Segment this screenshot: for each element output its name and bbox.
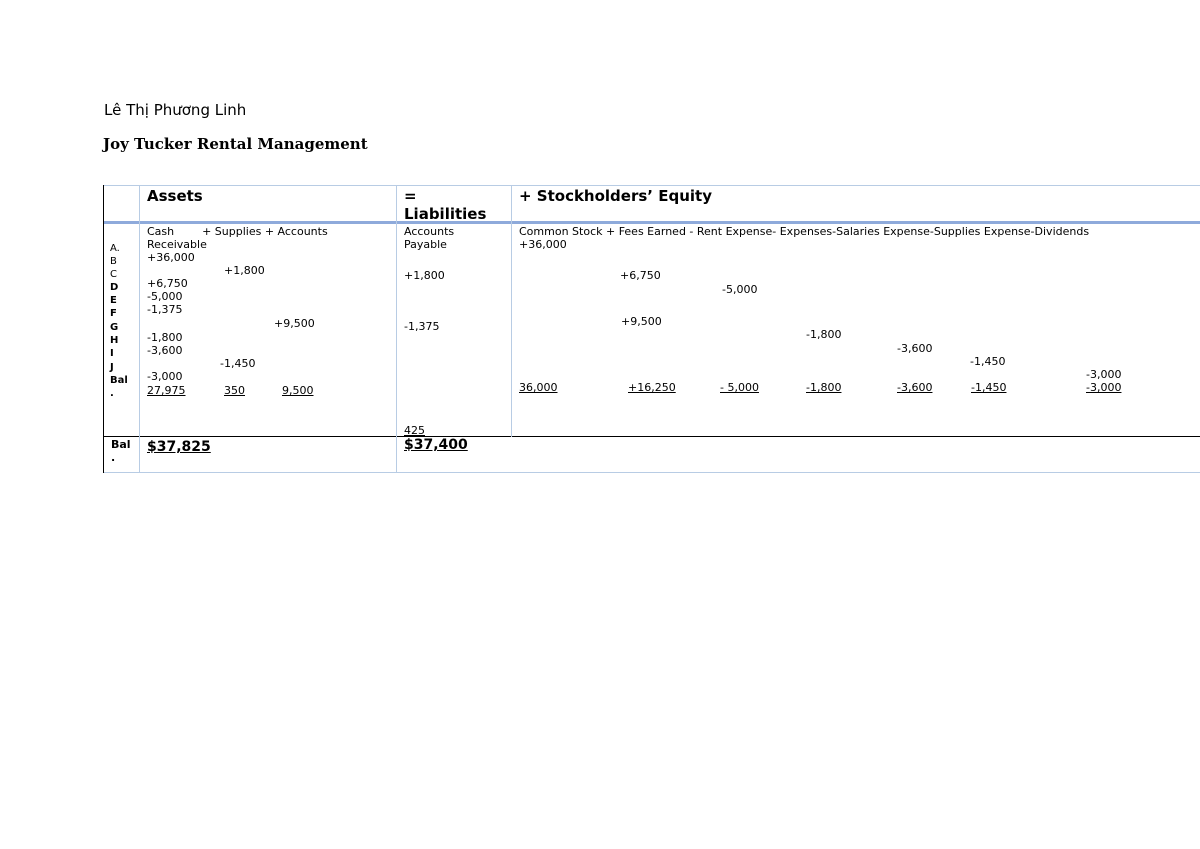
row-label-a: A. (110, 243, 120, 254)
row-label-f: F (110, 308, 117, 319)
liabilities-header: = Liabilities (404, 187, 487, 223)
supplies-expense-entry-i: -3,600 (897, 342, 933, 355)
liabilities-total: $37,400 (404, 437, 468, 453)
payable-entry-b: +1,800 (404, 269, 445, 282)
assets-subheader: Cash + Supplies + Accounts Receivable (147, 225, 328, 251)
other-expense-balance: -1,450 (971, 381, 1007, 394)
fees-entry-g: +9,500 (621, 315, 662, 328)
salaries-entry-h: -1,800 (806, 328, 842, 341)
dividends-entry: -3,000 (1086, 368, 1122, 381)
row-label-e: E (110, 295, 117, 306)
cash-entry-d: +6,750 (147, 277, 188, 290)
cash-entry-a: +36,000 (147, 251, 195, 264)
supplies-balance: 350 (224, 384, 245, 397)
supplies-expense-entry-j: -1,450 (970, 355, 1006, 368)
row-label-b: B (110, 256, 117, 267)
receivable-entry-g: +9,500 (274, 317, 315, 330)
common-stock-balance: 36,000 (519, 381, 558, 394)
fees-entry-d: +6,750 (620, 269, 661, 282)
cash-entry-f: -1,375 (147, 303, 183, 316)
supplies-entry-i: -1,450 (220, 357, 256, 370)
payable-entry-f: -1,375 (404, 320, 440, 333)
company-title: Joy Tucker Rental Management (103, 135, 368, 153)
author-name: Lê Thị Phương Linh (104, 101, 247, 119)
fees-balance: +16,250 (628, 381, 676, 394)
row-label-g: G (110, 322, 119, 333)
cash-balance: 27,975 (147, 384, 186, 397)
total-row-label: Bal . (111, 438, 131, 464)
cash-entry-i: -3,600 (147, 344, 183, 357)
row-label-h: H (110, 335, 119, 346)
row-label-j: J (110, 362, 114, 373)
row-label-dot: . (110, 388, 114, 399)
dividends-balance: -3,000 (1086, 381, 1122, 394)
assets-total: $37,825 (147, 439, 211, 455)
row-label-bal: Bal (110, 375, 128, 386)
liabilities-subheader: Accounts Payable (404, 225, 455, 251)
payable-balance: 425 (404, 424, 425, 437)
row-label-d: D (110, 282, 119, 293)
cash-entry-h: -1,800 (147, 331, 183, 344)
cash-entry-j: -3,000 (147, 370, 183, 383)
assets-header: Assets (147, 187, 203, 205)
row-label-c: C (110, 269, 117, 280)
supplies-entry-b: +1,800 (224, 264, 265, 277)
receivable-balance: 9,500 (282, 384, 314, 397)
cash-entry-e: -5,000 (147, 290, 183, 303)
supplies-expense-balance: -3,600 (897, 381, 933, 394)
rent-balance: - 5,000 (720, 381, 759, 394)
common-stock-entry-a: +36,000 (519, 238, 567, 251)
salaries-balance: -1,800 (806, 381, 842, 394)
equity-header: + Stockholders’ Equity (519, 187, 712, 205)
equity-subheader: Common Stock + Fees Earned - Rent Expense- Expenses-Salaries Expense-Supplies Expense-Dividends (519, 225, 1090, 238)
rent-entry-e: -5,000 (722, 283, 758, 296)
row-label-i: I (110, 348, 114, 359)
